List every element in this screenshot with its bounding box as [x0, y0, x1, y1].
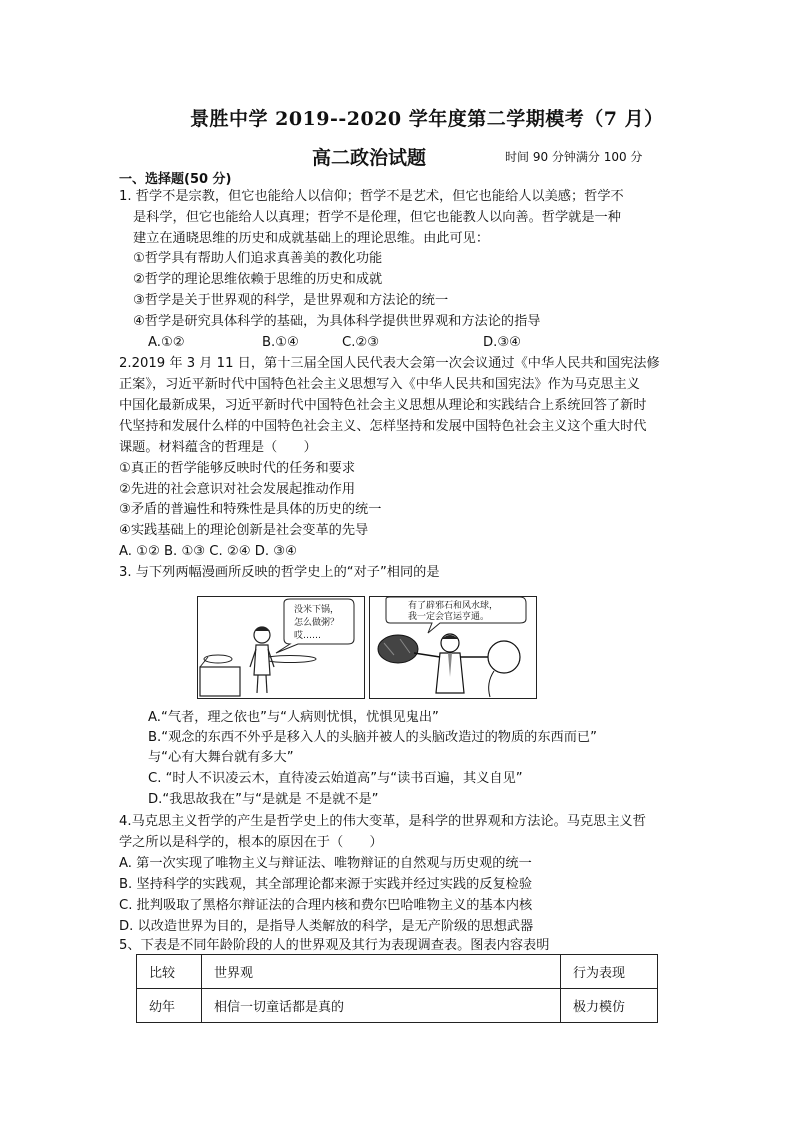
- table-header-cell: 比较: [137, 955, 202, 989]
- q2-statement: ②先进的社会意识对社会发展起推动作用: [119, 482, 356, 497]
- q3-option-d: D.“我思故我在”与“是就是 不是就不是”: [148, 792, 379, 807]
- q5-stem: 5、下表是不同年龄阶段的人的世界观及其行为表现调查表。图表内容表明: [119, 938, 550, 953]
- q3-option-b-cont: 与“心有大舞台就有多大”: [148, 750, 294, 765]
- q1-stem-line: 是科学，但它也能给人以真理；哲学不是伦理，但它也能教人以向善。哲学就是一种: [133, 210, 621, 225]
- exam-title: 景胜中学 2019--2020 学年度第二学期模考（7 月）: [190, 108, 664, 130]
- comic-right-drawing: [370, 597, 536, 698]
- q2-statement: ①真正的哲学能够反映时代的任务和要求: [119, 461, 356, 476]
- exam-subtitle: 高二政治试题: [312, 147, 427, 169]
- q4-option-c: C. 批判吸取了黑格尔辩证法的合理内核和费尔巴哈唯物主义的基本内核: [119, 898, 533, 913]
- q1-stem-line: 1. 哲学不是宗教，但它也能给人以信仰；哲学不是艺术，但它也能给人以美感；哲学不: [119, 189, 624, 204]
- q2-stem-line: 代坚持和发展什么样的中国特色社会主义、怎样坚持和发展中国特色社会主义这个重大时代: [119, 419, 647, 434]
- q1-statement: ④哲学是研究具体科学的基础，为具体科学提供世界观和方法论的指导: [133, 314, 541, 329]
- table-header-cell: 行为表现: [561, 955, 658, 989]
- table-cell: 极力模仿: [561, 989, 658, 1023]
- comic-left-drawing: [198, 597, 364, 698]
- comic-left: [197, 596, 365, 699]
- q1-option-d: D.③④: [483, 335, 521, 350]
- comic-left-bubble-line: 没米下锅，: [294, 605, 340, 615]
- q3-option-c: C. “时人不识凌云木，直待凌云始道高”与“读书百遍，其义自见”: [148, 771, 523, 786]
- q1-statement: ②哲学的理论思维依赖于思维的历史和成就: [133, 272, 383, 287]
- q3-option-a: A.“气者，理之依也”与“人病则忧惧，忧惧见鬼出”: [148, 710, 439, 725]
- section-heading: 一、选择题(50 分): [119, 172, 232, 187]
- q3-stem: 3. 与下列两幅漫画所反映的哲学史上的“对子”相同的是: [119, 565, 440, 580]
- q1-option-c: C.②③: [342, 335, 380, 350]
- q1-statement: ①哲学具有帮助人们追求真善美的教化功能: [133, 251, 383, 266]
- comic-right: [369, 596, 537, 699]
- q2-statement: ③矛盾的普遍性和特殊性是具体的历史的统一: [119, 502, 382, 517]
- q2-statement: ④实践基础上的理论创新是社会变革的先导: [119, 523, 369, 538]
- q1-stem-line: 建立在通晓思维的历史和成就基础上的理论思维。由此可见：: [133, 231, 490, 246]
- q2-stem-line: 中国化最新成果，习近平新时代中国特色社会主义思想从理论和实践结合上系统回答了新时: [119, 398, 647, 413]
- comic-right-bubble-line: 我一定会官运亨通。: [408, 612, 490, 622]
- q4-option-b: B. 坚持科学的实践观，其全部理论都来源于实践并经过实践的反复检验: [119, 877, 533, 892]
- q1-option-b: B.①④: [262, 335, 299, 350]
- q2-stem-line: 课题。材料蕴含的哲理是（ ）: [119, 440, 317, 455]
- comic-left-bubble-line: 哎……: [294, 631, 322, 641]
- comic-right-bubble-line: 有了辟邪石和风水球，: [408, 601, 499, 611]
- q2-options: A. ①② B. ①③ C. ②④ D. ③④: [119, 544, 297, 559]
- table-cell: 幼年: [137, 989, 202, 1023]
- table-cell: 相信一切童话都是真的: [202, 989, 561, 1023]
- q1-statement: ③哲学是关于世界观的科学，是世界观和方法论的统一: [133, 293, 449, 308]
- q4-option-d: D. 以改造世界为目的，是指导人类解放的科学，是无产阶级的思想武器: [119, 919, 534, 934]
- survey-table: [136, 954, 658, 1023]
- comic-left-bubble-line: 怎么做粥？: [294, 618, 340, 628]
- q4-option-a: A. 第一次实现了唯物主义与辩证法、唯物辩证的自然观与历史观的统一: [119, 856, 532, 871]
- q4-stem-line: 学之所以是科学的，根本的原因在于（ ）: [119, 835, 383, 850]
- exam-info: 时间 90 分钟满分 100 分: [505, 150, 643, 164]
- q4-stem-line: 4.马克思主义哲学的产生是哲学史上的伟大变革，是科学的世界观和方法论。马克思主义哲: [119, 814, 646, 829]
- table-row: [137, 989, 658, 1023]
- table-header-cell: 世界观: [202, 955, 561, 989]
- q2-stem-line: 2.2019 年 3 月 11 日，第十三届全国人民代表大会第一次会议通过《中华人民共和国宪法修: [119, 356, 660, 371]
- q3-option-b: B.“观念的东西不外乎是移入人的头脑并被人的头脑改造过的物质的东西而已”: [148, 730, 597, 745]
- table-header-row: [137, 955, 658, 989]
- q1-option-a: A.①②: [148, 335, 185, 350]
- q2-stem-line: 正案》，习近平新时代中国特色社会主义思想写入《中华人民共和国宪法》作为马克思主义: [119, 377, 640, 392]
